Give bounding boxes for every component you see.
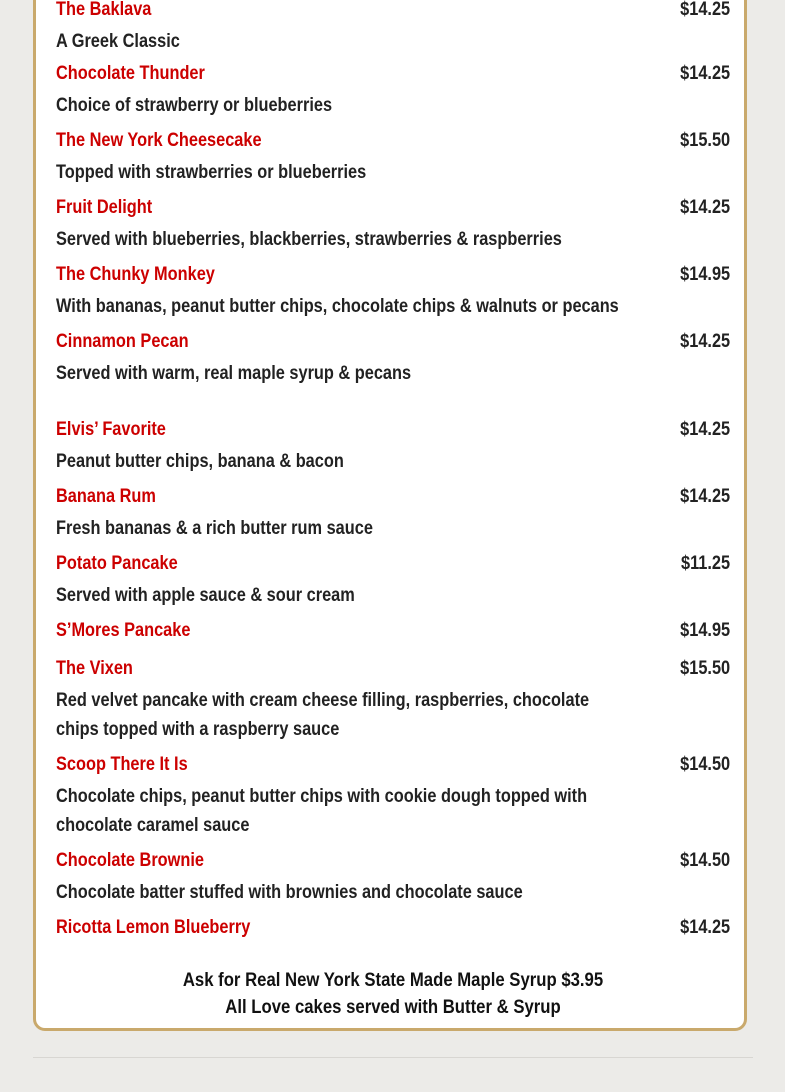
item-description: Served with blueberries, blackberries, strawberries & raspberries <box>56 229 562 250</box>
butter-syrup-note: All Love cakes served with Butter & Syrup <box>225 997 561 1018</box>
item-description: Red velvet pancake with cream cheese filling, raspberries, chocolate chips topped with a raspberry sauce <box>56 690 590 740</box>
item-name: Cinnamon Pecan <box>56 331 189 352</box>
item-name: Elvis’ Favorite <box>56 419 166 440</box>
item-price: $11.25 <box>680 553 730 574</box>
item-description: Topped with strawberries or blueberries <box>56 162 367 183</box>
item-name: The Vixen <box>56 658 133 679</box>
item-name: Scoop There It Is <box>56 754 188 775</box>
item-name: Potato Pancake <box>56 553 178 574</box>
item-name: The Baklava <box>56 0 152 20</box>
item-description: Fresh bananas & a rich butter rum sauce <box>56 518 373 539</box>
item-price: $14.25 <box>680 486 730 507</box>
item-price: $14.25 <box>680 917 730 938</box>
item-price: $14.25 <box>680 0 730 20</box>
item-name: Ricotta Lemon Blueberry <box>56 917 251 938</box>
item-price: $14.50 <box>680 850 730 871</box>
item-price: $15.50 <box>680 658 730 679</box>
item-description: Served with warm, real maple syrup & pecans <box>56 363 412 384</box>
divider <box>33 1057 753 1058</box>
item-description: Chocolate chips, peanut butter chips with cookie dough topped with chocolate caramel sauce <box>56 786 588 836</box>
item-description: Chocolate batter stuffed with brownies and chocolate sauce <box>56 882 523 903</box>
item-name: Banana Rum <box>56 486 156 507</box>
item-price: $14.25 <box>680 63 730 84</box>
item-name: The New York Cheesecake <box>56 130 262 151</box>
item-price: $14.25 <box>680 331 730 352</box>
maple-syrup-note: Ask for Real New York State Made Maple Syrup $3.95 <box>182 970 604 991</box>
item-name: Fruit Delight <box>56 197 153 218</box>
item-description: With bananas, peanut butter chips, chocolate chips & walnuts or pecans <box>56 296 619 317</box>
item-price: $14.50 <box>680 754 730 775</box>
item-price: $14.95 <box>680 264 730 285</box>
item-name: S’Mores Pancake <box>56 620 191 641</box>
item-description: Choice of strawberry or blueberries <box>56 95 333 116</box>
item-description: Served with apple sauce & sour cream <box>56 585 355 606</box>
item-price: $14.95 <box>680 620 730 641</box>
item-name: Chocolate Thunder <box>56 63 205 84</box>
item-price: $14.25 <box>680 419 730 440</box>
item-description: A Greek Classic <box>56 31 180 52</box>
item-name: The Chunky Monkey <box>56 264 215 285</box>
item-name: Chocolate Brownie <box>56 850 204 871</box>
item-price: $15.50 <box>680 130 730 151</box>
item-price: $14.25 <box>680 197 730 218</box>
item-description: Peanut butter chips, banana & bacon <box>56 451 344 472</box>
